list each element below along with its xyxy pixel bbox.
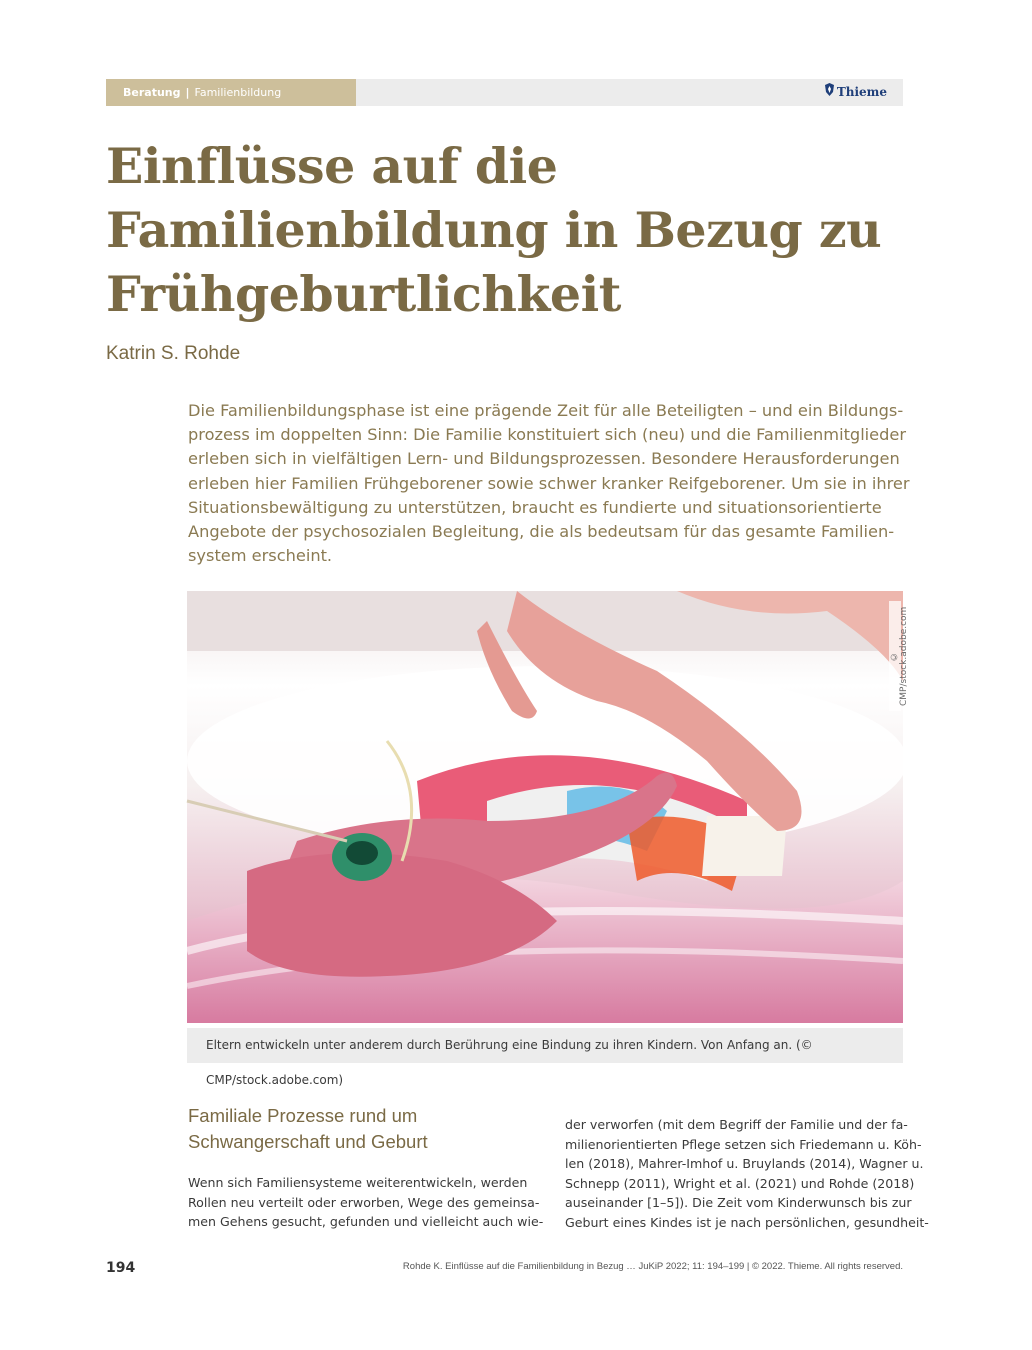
author-name: Katrin S. Rohde — [106, 343, 241, 364]
abstract — [188, 399, 910, 568]
title-line: Frühgeburtlichkeit — [106, 265, 621, 323]
thieme-emblem-icon — [825, 79, 834, 106]
article-photo — [187, 591, 909, 1023]
photo-illustration — [187, 591, 903, 1023]
section-tab — [106, 79, 356, 106]
abstract-line: Die Familienbildungsphase ist eine prägende Zeit für alle Beteiligten – und ein Bildungs- — [188, 401, 904, 420]
section-separator: | — [185, 86, 190, 99]
abstract-line: prozess im doppelten Sinn: Die Familie konstituiert sich (neu) und die Familienmitglieder — [188, 425, 907, 445]
abstract-line: erleben hier Familien Frühgeborener sowie schwer kranker Reifgeborener. Um sie in ihrer — [188, 473, 910, 493]
title-line: Einflüsse auf die — [106, 137, 558, 195]
body-line: men Gehens gesucht, gefunden und vielleicht auch wie- — [188, 1214, 544, 1229]
body-line: der verworfen (mit dem Begriff der Familie und der fa- — [565, 1117, 908, 1132]
body-line: Schnepp (2011), Wright et al. (2021) und Rohde (2018) — [565, 1175, 915, 1191]
photo-credit: © CMP/stock.adobe.com — [889, 601, 901, 711]
title-line: Familienbildung in Bezug zu — [106, 201, 882, 259]
abstract-line: Angebote der psychosozialen Begleitung, die als bedeutsam für das gesamte Familien- — [188, 522, 895, 542]
subsection-label: Familienbildung — [194, 86, 282, 99]
section-label: Beratung — [123, 86, 181, 99]
body-line: Wenn sich Familiensysteme weiterentwickeln, werden — [188, 1175, 528, 1190]
figure-caption: Eltern entwickeln unter anderem durch Berührung eine Bindung zu ihren Kindern. Von Anfang an. (© CMP/stock.adobe.com) — [187, 1028, 903, 1063]
footer-citation: Rohde K. Einflüsse auf die Familienbildung in Bezug … JuKiP 2022; 11: 194–199 | © 2022. Thieme. All rights reserved. — [402, 1261, 903, 1272]
page-number: 194 — [106, 1260, 136, 1276]
publisher-logo — [825, 79, 887, 106]
publisher-name: Thieme — [836, 85, 887, 99]
body-column-right — [565, 1115, 929, 1232]
abstract-line: Situationsbewältigung zu unterstützen, braucht es fundierte und situationsorientierte — [188, 497, 882, 517]
heading-line: Schwangerschaft und Geburt — [188, 1131, 428, 1152]
body-column-left — [188, 1173, 543, 1232]
body-line: Rollen neu verteilt oder erworben, Wege des gemeinsa- — [188, 1194, 540, 1210]
body-line: len (2018), Mahrer-Imhof u. Bruylands (2014), Wagner u. — [565, 1156, 924, 1171]
body-line: auseinander [1–5]). Die Zeit vom Kinderwunsch bis zur — [565, 1195, 912, 1210]
running-header — [106, 79, 903, 106]
section-heading — [188, 1103, 528, 1155]
heading-line: Familiale Prozesse rund um — [188, 1105, 418, 1126]
abstract-line: erleben sich in vielfältigen Lern- und Bildungsprozessen. Besondere Herausforderungen — [188, 449, 900, 469]
abstract-line: system erscheint. — [188, 546, 333, 566]
article-title — [106, 134, 906, 326]
body-line: Geburt eines Kindes ist je nach persönlichen, gesundheit- — [565, 1214, 929, 1230]
body-line: milienorientierten Pflege setzen sich Friedemann u. Köh- — [565, 1136, 922, 1152]
